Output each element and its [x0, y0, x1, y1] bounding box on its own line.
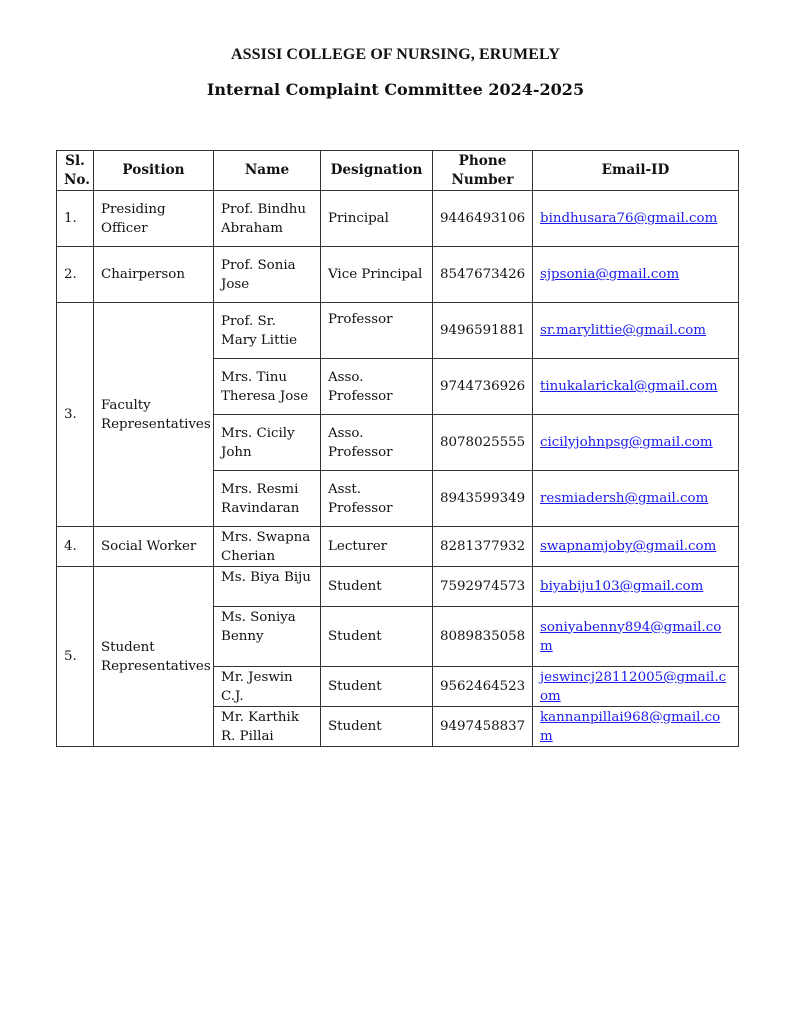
sl-no: 3.	[57, 303, 94, 527]
table-row	[57, 191, 739, 247]
phone: 8281377932	[433, 527, 533, 567]
member-name: Mr. Karthik R. Pillai	[214, 707, 321, 747]
col-header-email: Email-ID	[533, 151, 739, 191]
position: Chairperson	[94, 247, 214, 303]
email-link[interactable]: tinukalarickal@gmail.com	[540, 379, 718, 394]
college-title: ASSISI COLLEGE OF NURSING, ERUMELY	[231, 46, 560, 63]
email-link[interactable]: soniyabenny894@gmail.com	[540, 619, 722, 654]
committee-title: Internal Complaint Committee 2024-2025	[206, 80, 585, 99]
col-header-designation: Designation	[321, 151, 433, 191]
committee-table	[56, 150, 739, 747]
col-header-position: Position	[94, 151, 214, 191]
email-link[interactable]: bindhusara76@gmail.com	[540, 211, 718, 226]
member-name: Mr. Jeswin C.J.	[214, 667, 321, 707]
phone: 9744736926	[433, 359, 533, 415]
phone: 9496591881	[433, 303, 533, 359]
phone: 9497458837	[433, 707, 533, 747]
email-link[interactable]: swapnamjoby@gmail.com	[540, 539, 717, 554]
col-header-phone: Phone Number	[433, 151, 533, 191]
col-header-name: Name	[214, 151, 321, 191]
phone: 9446493106	[433, 191, 533, 247]
position: Faculty Representatives	[94, 303, 214, 527]
table-row	[57, 527, 739, 567]
designation: Vice Principal	[321, 247, 433, 303]
email-link[interactable]: sr.marylittie@gmail.com	[540, 323, 706, 338]
member-name: Mrs. Resmi Ravindaran	[214, 471, 321, 527]
position: Presiding Officer	[94, 191, 214, 247]
member-name: Mrs. Swapna Cherian	[214, 527, 321, 567]
member-name: Mrs. Cicily John	[214, 415, 321, 471]
sl-no: 4.	[57, 527, 94, 567]
email-link[interactable]: cicilyjohnpsg@gmail.com	[540, 435, 713, 450]
member-name: Prof. Sr. Mary Littie	[214, 303, 321, 359]
position: Social Worker	[94, 527, 214, 567]
email-link[interactable]: biyabiju103@gmail.com	[540, 579, 704, 594]
designation: Professor	[321, 303, 433, 359]
designation: Student	[321, 607, 433, 667]
designation: Lecturer	[321, 527, 433, 567]
phone: 7592974573	[433, 567, 533, 607]
phone: 8943599349	[433, 471, 533, 527]
designation: Student	[321, 667, 433, 707]
designation: Student	[321, 567, 433, 607]
email-link[interactable]: resmiadersh@gmail.com	[540, 491, 709, 506]
phone: 8078025555	[433, 415, 533, 471]
phone: 9562464523	[433, 667, 533, 707]
table-row	[57, 567, 739, 607]
position: Student Representatives	[94, 567, 214, 747]
sl-no: 1.	[57, 191, 94, 247]
sl-no: 2.	[57, 247, 94, 303]
member-name: Prof. Bindhu Abraham	[214, 191, 321, 247]
table-row	[57, 247, 739, 303]
designation: Asso. Professor	[321, 415, 433, 471]
designation: Student	[321, 707, 433, 747]
phone: 8089835058	[433, 607, 533, 667]
email-link[interactable]: jeswincj28112005@gmail.com	[540, 669, 727, 704]
member-name: Prof. Sonia Jose	[214, 247, 321, 303]
phone: 8547673426	[433, 247, 533, 303]
col-header-sl-no: Sl. No.	[57, 151, 94, 191]
designation: Principal	[321, 191, 433, 247]
member-name: Mrs. Tinu Theresa Jose	[214, 359, 321, 415]
member-name: Ms. Soniya Benny	[214, 607, 321, 667]
designation: Asst. Professor	[321, 471, 433, 527]
email-link[interactable]: sjpsonia@gmail.com	[540, 267, 680, 282]
table-header-row	[57, 151, 739, 191]
designation: Asso. Professor	[321, 359, 433, 415]
table-row	[57, 303, 739, 359]
sl-no: 5.	[57, 567, 94, 747]
email-link[interactable]: kannanpillai968@gmail.com	[540, 709, 721, 744]
member-name: Ms. Biya Biju	[214, 567, 321, 607]
